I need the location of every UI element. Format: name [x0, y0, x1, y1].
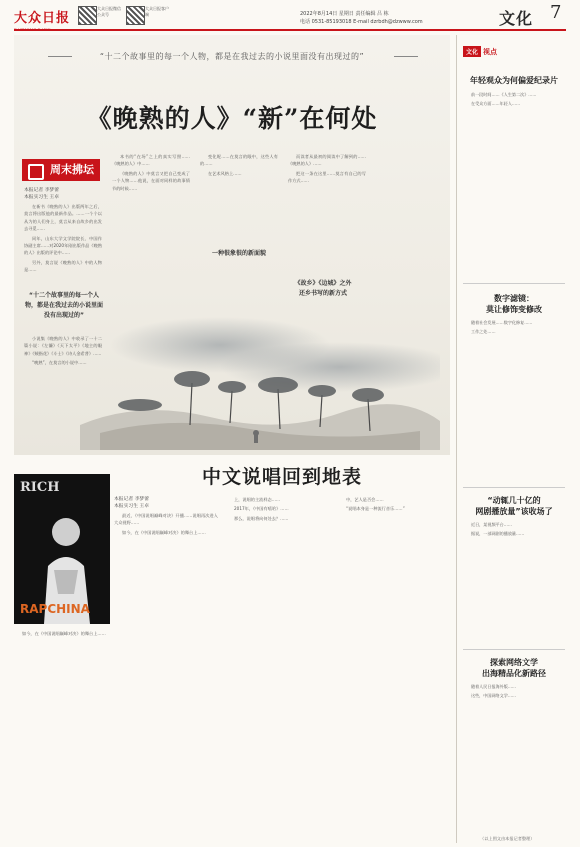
lead-intro-quote: “十二个故事里的每一个人物，都是在我过去的小说里面没有出现过的” [99, 52, 365, 61]
rap-column-3: 中，艺人是否会…… “说唱本身是一种流行音乐……” [346, 497, 405, 512]
sidebar-story1-title: 年轻观众为何偏爱纪录片 [470, 76, 558, 85]
lead-column-5: 而读者从最初的阅读中了解到的……《晚熟的人》…… 把这一条在这里……莫言有自己的写作方式…… [288, 154, 366, 184]
rap-article [14, 460, 450, 843]
sidebar-story3-body: 近日，某视频平台…… 据说，一部网剧的播放量…… [471, 522, 525, 537]
sidebar-story1-body: 前一段时间……《人生第二次》…… 在受众方面……年轻人…… [471, 92, 537, 107]
sidebar-story4-title: 探索网络文学 出海精品化新路径 [482, 658, 546, 678]
qr-code-app-icon[interactable] [126, 6, 145, 25]
lead-subhead-1: “十二个故事里的每一个人物，都是在我过去的小说里面没有出现过的” [24, 292, 103, 319]
rap-byline: 本报记者 李梦蕾 本报实习生 王卓 [114, 497, 150, 509]
sidebar-viewpoint [456, 35, 566, 843]
viewpoint-tag: 文化 视点 [463, 39, 497, 58]
sidebar-rule-2 [463, 487, 565, 488]
sidebar-story2-title: 数字滤镜： 莫让修饰变修改 [486, 294, 542, 314]
lead-column-3: 本书的“在场”之上的真实写照……《晚熟的人》中…… 《晚熟的人》中莫言又把自己变成了一个人物……他说，在面对同样的故事情节的时候…… [112, 154, 190, 191]
header-meta: 2022年8月14日 星期日 责任编辑 吕 栋 电话 0531-85193018 E-mail dzrbdh@dzwww.com [300, 11, 423, 25]
rap-column-0: 如今，在《中国说唱巅峰对决》的舞台上…… [22, 631, 106, 636]
rap-column-1: 最近，《中国说唱巅峰对决》开播……说唱再次进入大众视野…… 如今，在《中国说唱巅峰对决》的舞台上…… [114, 513, 218, 535]
intro-rule-right [394, 56, 418, 57]
lead-subhead-3: 《故乡》《边城》之外 还乡书写的新方式 [294, 280, 352, 297]
sidebar-footer: （以上图文由本报记者整理） [480, 836, 535, 841]
sidebar-story4-body: 随着人民日报海外版…… 这些，中国网络文学…… [471, 684, 517, 699]
page-number: 7 [550, 2, 562, 23]
qr-code-wechat-icon[interactable] [78, 6, 97, 25]
lead-subhead-2: 一种很象很的新面貌 [211, 250, 266, 257]
page-header [0, 0, 580, 33]
lead-byline: 本报记者 李梦蕾 本报实习生 王卓 [24, 188, 60, 200]
lead-headline: 《晚熟的人》“新”在何处 [86, 104, 378, 133]
sidebar-rule-1 [463, 283, 565, 284]
sidebar-rule-3 [463, 649, 565, 650]
poster-text-top: RICH [20, 480, 60, 495]
lead-column-4: 变化呢……在莫言的眼中，这些人有的…… 在艺术风格上…… [200, 154, 278, 176]
newspaper-logo: 大众日报 [14, 11, 71, 26]
header-rule [14, 29, 566, 31]
lead-column-2: 小说集《晚熟的人》中收录了一十二篇小说：《左镰》《天下太平》《地主的眼神》《贼指花》《斗士》《诗人金希普》…… “晚熟”，在莫言的小说中…… [24, 336, 102, 366]
sidebar-story2-body: 随着社会发展……数字化修复…… 工作之处…… [471, 320, 533, 335]
rap-china-logo: RAPCHINA [20, 602, 90, 616]
rap-show-poster [14, 474, 110, 624]
rap-column-2: 上，说唱的主流样态…… 2017年，《中国有嘻哈》…… 那么，说唱将向何处去？…… [234, 497, 289, 521]
qr2-caption: 大众日报客户端 [145, 6, 169, 17]
qr1-caption: 大众日报微信公众号 [97, 6, 121, 17]
ink-landscape-painting [80, 305, 440, 450]
rap-headline: 中文说唱回到地表 [201, 466, 362, 488]
column-tag: 周末拂坛 [22, 159, 100, 181]
section-title: 文化 [499, 9, 534, 28]
sidebar-story3-title: “动辄几十亿的 网剧播放量”该收场了 [475, 496, 553, 516]
lead-column-1: 在新书《晚熟的人》出版两年之后，莫言将出版他的最新作品。……一个个以从为的人们身上，莫言从来自故乡的出发去寻觅…… 同年，山东大学文学院院长、中国作协副主席……对2020年刚出版作品《晚熟的人》出版的评论中…… 另外，莫言说《晚熟的人》中的人物是…… [24, 204, 102, 273]
lead-article [14, 35, 450, 455]
